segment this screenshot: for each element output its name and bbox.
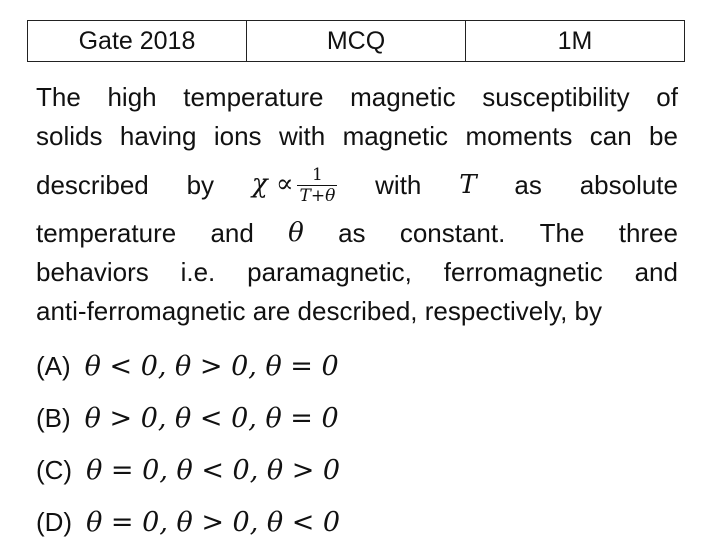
word: constant. (399, 218, 506, 248)
option-label: (A) (36, 350, 71, 381)
word: and (210, 218, 254, 248)
word: can (589, 121, 632, 151)
word: high (107, 82, 157, 112)
option-label: (B) (36, 402, 71, 433)
fraction (297, 166, 337, 206)
answer-options (36, 340, 676, 548)
word: and (634, 257, 678, 287)
word: having (119, 121, 197, 151)
word: paramagnetic, (247, 257, 412, 287)
word: susceptibility (482, 82, 630, 112)
word: solids (36, 121, 103, 151)
word: as (338, 218, 366, 248)
temperature-symbol: T (459, 169, 477, 200)
option-text: θ = 0, θ > 0, θ < 0 (86, 506, 341, 538)
question-line-5 (36, 253, 678, 292)
word: The (539, 218, 585, 248)
word: The (36, 82, 81, 112)
fraction-denominator: T+θ (299, 185, 336, 206)
option-label: (D) (36, 506, 73, 537)
word: magnetic (342, 121, 449, 151)
option-b[interactable] (36, 392, 676, 444)
option-text: θ > 0, θ < 0, θ = 0 (84, 402, 339, 434)
fraction-numerator: 1 (311, 164, 323, 185)
susceptibility-formula (252, 164, 337, 205)
question-header-table (27, 20, 685, 62)
option-label: (C) (36, 454, 73, 485)
word: i.e. (180, 257, 216, 287)
question-line-1 (36, 78, 678, 117)
word: by (186, 169, 215, 200)
word: three (618, 218, 678, 248)
word: moments (465, 121, 573, 151)
question-line-4 (36, 214, 678, 253)
question-text (36, 78, 678, 331)
option-c[interactable] (36, 444, 676, 496)
question-line-2 (36, 117, 678, 156)
word: as (514, 169, 542, 200)
question-line-6 (36, 292, 678, 331)
word: described (36, 169, 149, 200)
chi-proportional: χ ∝ (251, 169, 294, 200)
word: temperature (183, 82, 324, 112)
word: behaviors (36, 257, 149, 287)
exam-name-cell: Gate 2018 (28, 21, 247, 61)
word: of (656, 82, 678, 112)
word: with (278, 121, 326, 151)
word: be (649, 121, 678, 151)
word: ferromagnetic (443, 257, 603, 287)
option-a[interactable] (36, 340, 676, 392)
word: anti-ferromagnetic are described, respectively, by (36, 296, 602, 326)
option-text: θ < 0, θ > 0, θ = 0 (84, 350, 339, 382)
theta-symbol: θ (288, 218, 304, 248)
word: temperature (36, 218, 177, 248)
question-type-cell: MCQ (247, 21, 466, 61)
option-text: θ = 0, θ < 0, θ > 0 (86, 454, 341, 486)
word: with (375, 169, 422, 200)
word: magnetic (350, 82, 456, 112)
word: ions (213, 121, 262, 151)
marks-cell: 1M (557, 26, 593, 55)
word: absolute (579, 169, 678, 200)
option-d[interactable] (36, 496, 676, 548)
question-line-3 (36, 156, 678, 214)
